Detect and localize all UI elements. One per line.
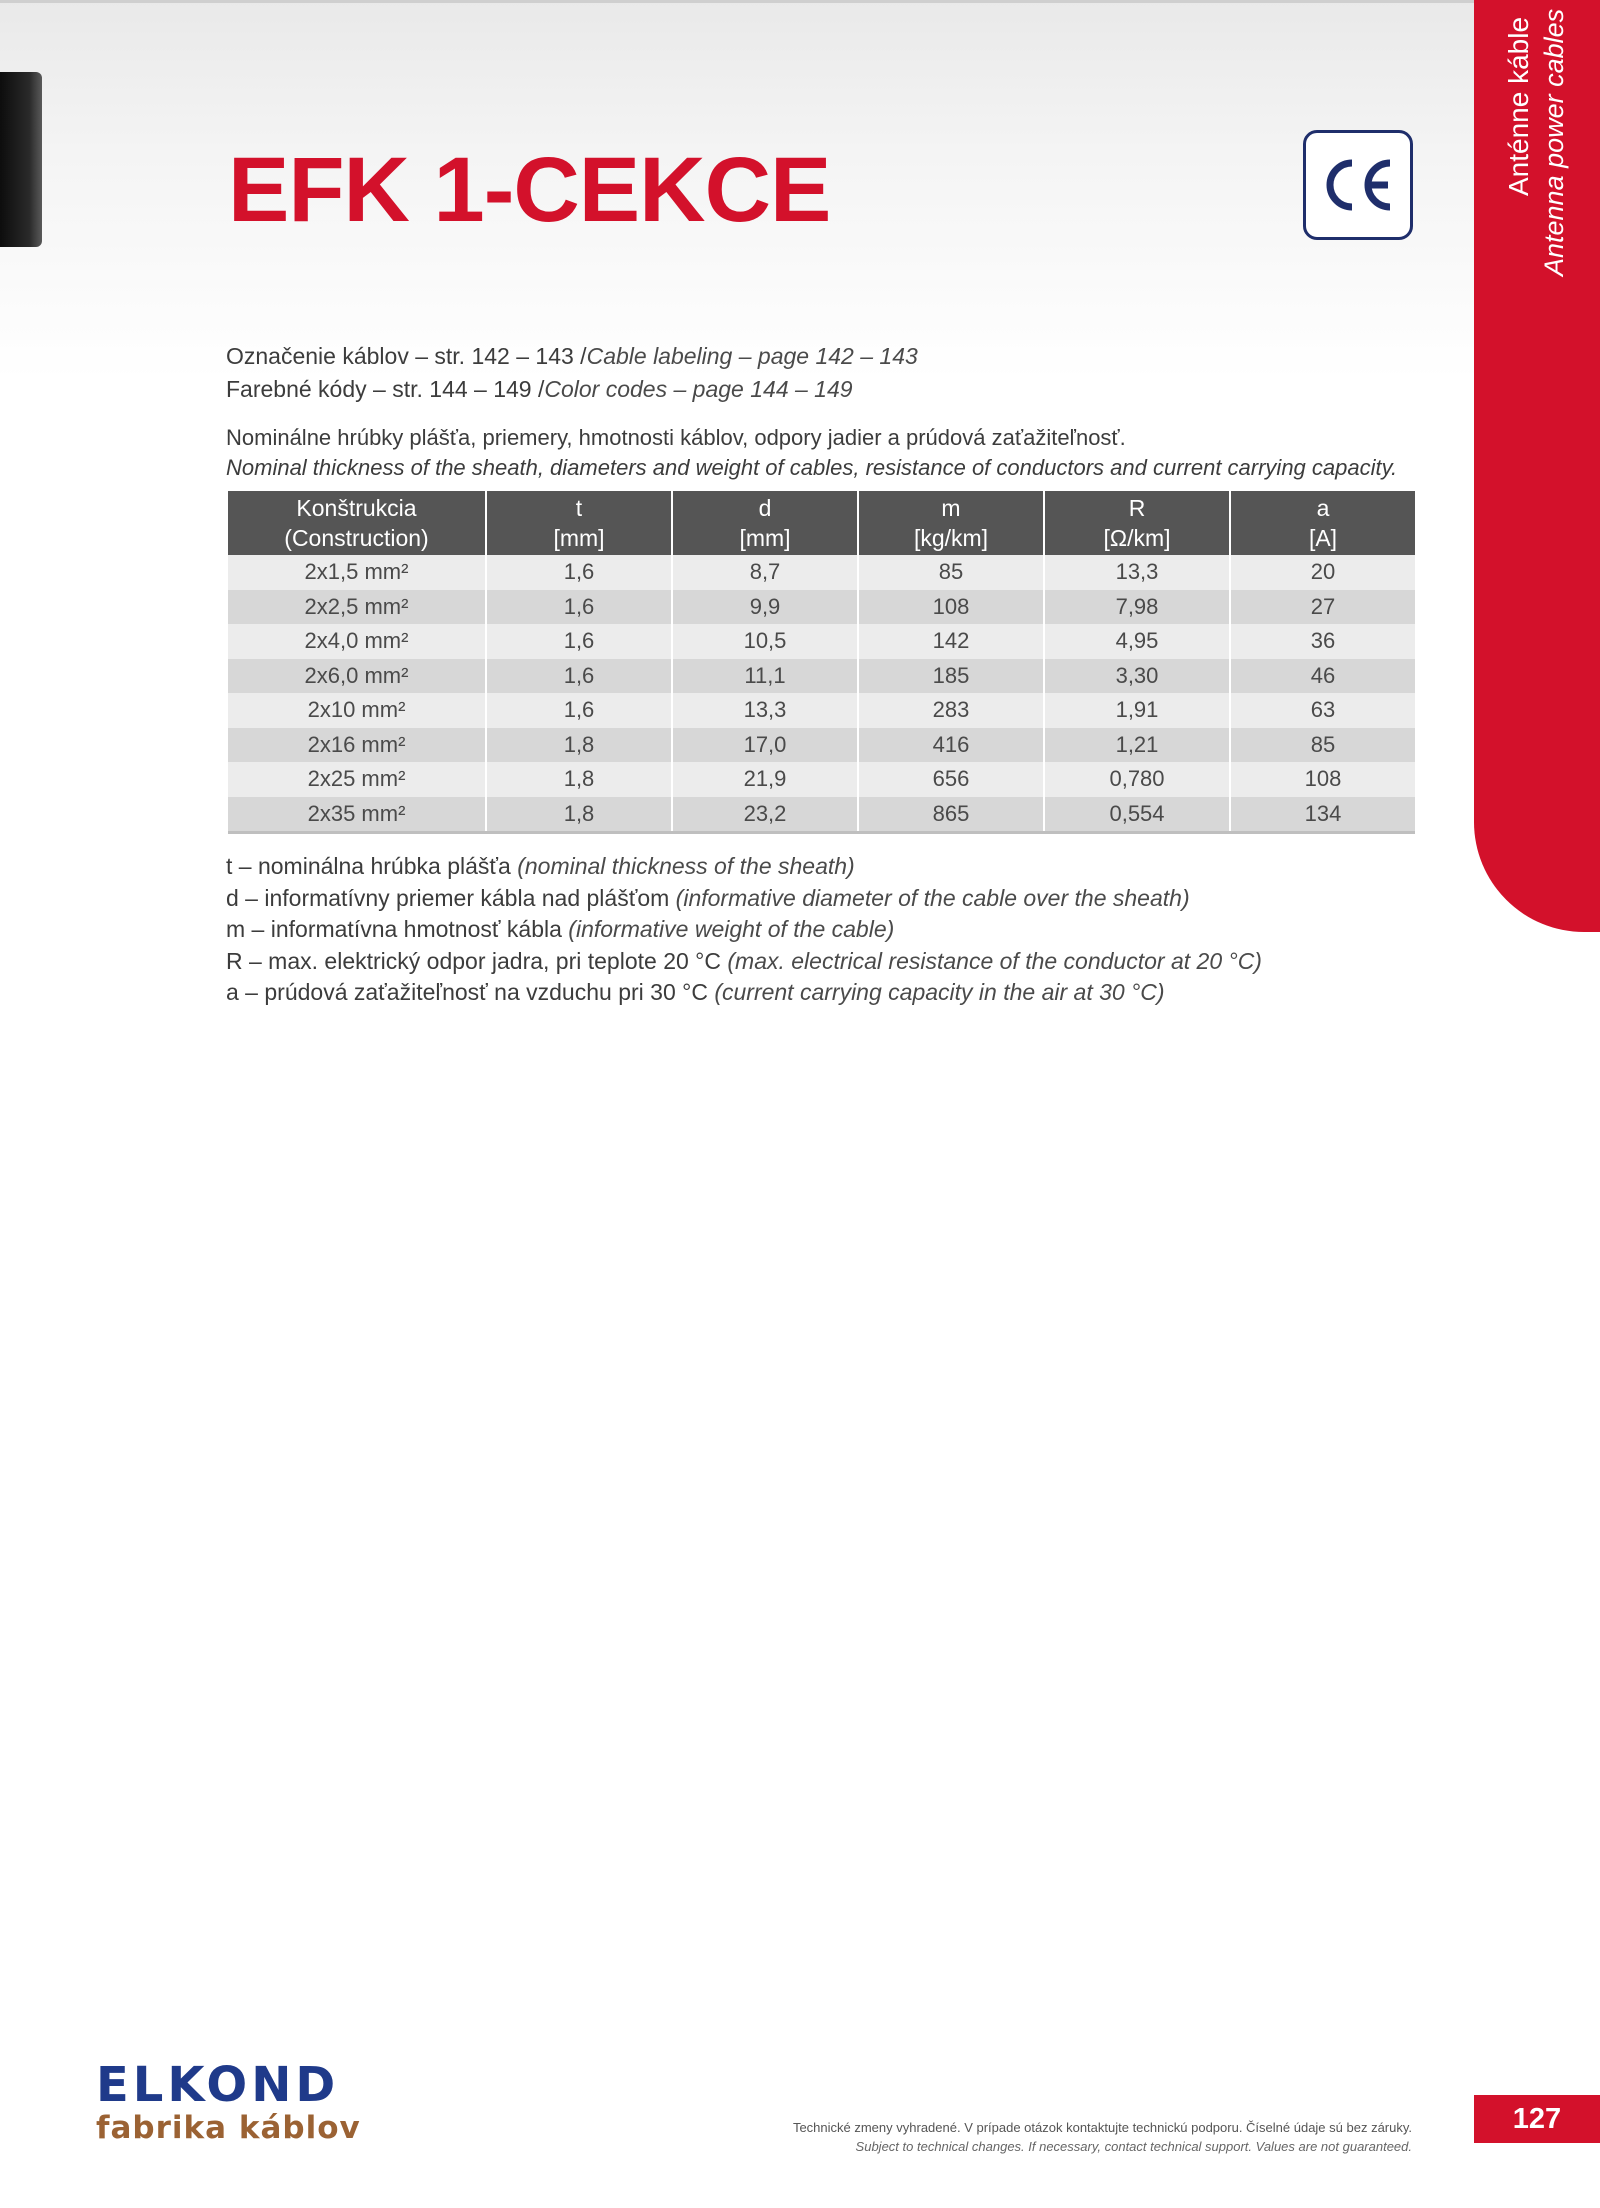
section-side-tab-label — [1503, 8, 1583, 284]
cell-d: 21,9 — [672, 762, 858, 797]
disclaimer-sk: Technické zmeny vyhradené. V prípade otázok kontaktujte technickú podporu. Číselné údaje sú bez záruky. — [792, 2120, 1412, 2135]
cell-t: 1,8 — [486, 797, 672, 833]
cell-t: 1,8 — [486, 762, 672, 797]
table-legend — [226, 851, 1262, 1009]
cell-m: 185 — [858, 659, 1044, 694]
ref-color-codes-en: Color codes – page 144 – 149 — [544, 376, 853, 402]
cell-d: 8,7 — [672, 555, 858, 590]
cell-t: 1,6 — [486, 659, 672, 694]
cell-a: 36 — [1230, 624, 1415, 659]
cell-d: 13,3 — [672, 693, 858, 728]
cell-t: 1,6 — [486, 555, 672, 590]
cell-r: 0,554 — [1044, 797, 1230, 833]
cell-a: 20 — [1230, 555, 1415, 590]
cell-a: 108 — [1230, 762, 1415, 797]
ce-mark-icon — [1316, 153, 1400, 217]
cell-m: 416 — [858, 728, 1044, 763]
col-header-d: d [mm] — [672, 491, 858, 555]
cell-d: 10,5 — [672, 624, 858, 659]
cell-r: 7,98 — [1044, 590, 1230, 625]
cell-a: 46 — [1230, 659, 1415, 694]
table-row — [228, 693, 1415, 728]
table-row — [228, 659, 1415, 694]
cell-r: 0,780 — [1044, 762, 1230, 797]
cell-m: 142 — [858, 624, 1044, 659]
ref-color-codes-sk: Farebné kódy – str. 144 – 149 / — [226, 376, 545, 402]
table-row — [228, 797, 1415, 833]
cell-r: 1,91 — [1044, 693, 1230, 728]
cell-m: 865 — [858, 797, 1044, 833]
cable-data-table — [228, 491, 1415, 834]
table-row — [228, 728, 1415, 763]
cell-m: 108 — [858, 590, 1044, 625]
cell-t: 1,6 — [486, 590, 672, 625]
cell-r: 1,21 — [1044, 728, 1230, 763]
cell-d: 23,2 — [672, 797, 858, 833]
table-row — [228, 762, 1415, 797]
cross-references — [226, 340, 918, 406]
ref-color-codes[interactable] — [226, 373, 918, 406]
cell-r: 3,30 — [1044, 659, 1230, 694]
logo-tagline: fabrika káblov — [96, 2110, 361, 2146]
cell-m: 656 — [858, 762, 1044, 797]
cell-construction: 2x16 mm² — [228, 728, 486, 763]
elkond-logo — [96, 2057, 361, 2146]
cell-construction: 2x1,5 mm² — [228, 555, 486, 590]
cell-r: 13,3 — [1044, 555, 1230, 590]
footer-disclaimer — [793, 2118, 1412, 2156]
cell-r: 4,95 — [1044, 624, 1230, 659]
cell-d: 9,9 — [672, 590, 858, 625]
cell-t: 1,6 — [486, 624, 672, 659]
cell-t: 1,8 — [486, 728, 672, 763]
table-row — [228, 590, 1415, 625]
col-header-construction: Konštrukcia (Construction) — [228, 491, 486, 555]
cell-d: 11,1 — [672, 659, 858, 694]
cell-construction: 2x25 mm² — [228, 762, 486, 797]
cell-construction: 2x2,5 mm² — [228, 590, 486, 625]
cell-a: 27 — [1230, 590, 1415, 625]
cell-construction: 2x35 mm² — [228, 797, 486, 833]
cell-d: 17,0 — [672, 728, 858, 763]
cell-construction: 2x6,0 mm² — [228, 659, 486, 694]
table-header-row — [228, 491, 1415, 555]
legend-item: m – informatívna hmotnosť kábla (informative weight of the cable) — [226, 916, 895, 942]
ce-mark — [1303, 130, 1413, 240]
ref-labeling-en: Cable labeling – page 142 – 143 — [586, 343, 918, 369]
ref-labeling-sk: Označenie káblov – str. 142 – 143 / — [226, 343, 587, 369]
section-label-sk: Anténne káble — [1503, 16, 1534, 196]
legend-item: a – prúdová zaťažiteľnosť na vzduchu pri 30 °C (current carrying capacity in the air at 30 °C) — [226, 979, 1165, 1005]
legend-item: R – max. elektrický odpor jadra, pri teplote 20 °C (max. electrical resistance of the conductor at 20 °C) — [226, 947, 1262, 974]
cell-a: 85 — [1230, 728, 1415, 763]
cell-construction: 2x4,0 mm² — [228, 624, 486, 659]
page-number: 127 — [1474, 2095, 1600, 2143]
col-header-a: a [A] — [1230, 491, 1415, 555]
cell-t: 1,6 — [486, 693, 672, 728]
disclaimer-en: Subject to technical changes. If necessary, contact technical support. Values are not guaranteed. — [855, 2139, 1412, 2154]
cell-a: 63 — [1230, 693, 1415, 728]
col-header-r: R [Ω/km] — [1044, 491, 1230, 555]
table-intro — [226, 423, 1397, 483]
table-row — [228, 624, 1415, 659]
legend-item: d – informatívny priemer kábla nad plášťom (informative diameter of the cable over the sheath) — [226, 884, 1190, 911]
top-rule — [0, 0, 1600, 3]
table-intro-sk: Nominálne hrúbky plášťa, priemery, hmotnosti káblov, odpory jadier a prúdová zaťažiteľnosť. — [226, 425, 1126, 450]
col-header-m: m [kg/km] — [858, 491, 1044, 555]
logo-wordmark: ELKOND — [96, 2057, 340, 2113]
cell-m: 85 — [858, 555, 1044, 590]
cell-a: 134 — [1230, 797, 1415, 833]
cable-image — [0, 72, 42, 247]
section-label-en: Antenna power cables — [1539, 8, 1569, 276]
ref-labeling[interactable] — [226, 340, 918, 373]
cell-construction: 2x10 mm² — [228, 693, 486, 728]
cell-m: 283 — [858, 693, 1044, 728]
legend-item: t – nominálna hrúbka plášťa (nominal thickness of the sheath) — [226, 853, 855, 879]
table-row — [228, 555, 1415, 590]
table-intro-en: Nominal thickness of the sheath, diameters and weight of cables, resistance of conductors and current carrying capacity. — [226, 455, 1398, 480]
col-header-t: t [mm] — [486, 491, 672, 555]
product-title: EFK 1-CEKCE — [228, 139, 831, 241]
